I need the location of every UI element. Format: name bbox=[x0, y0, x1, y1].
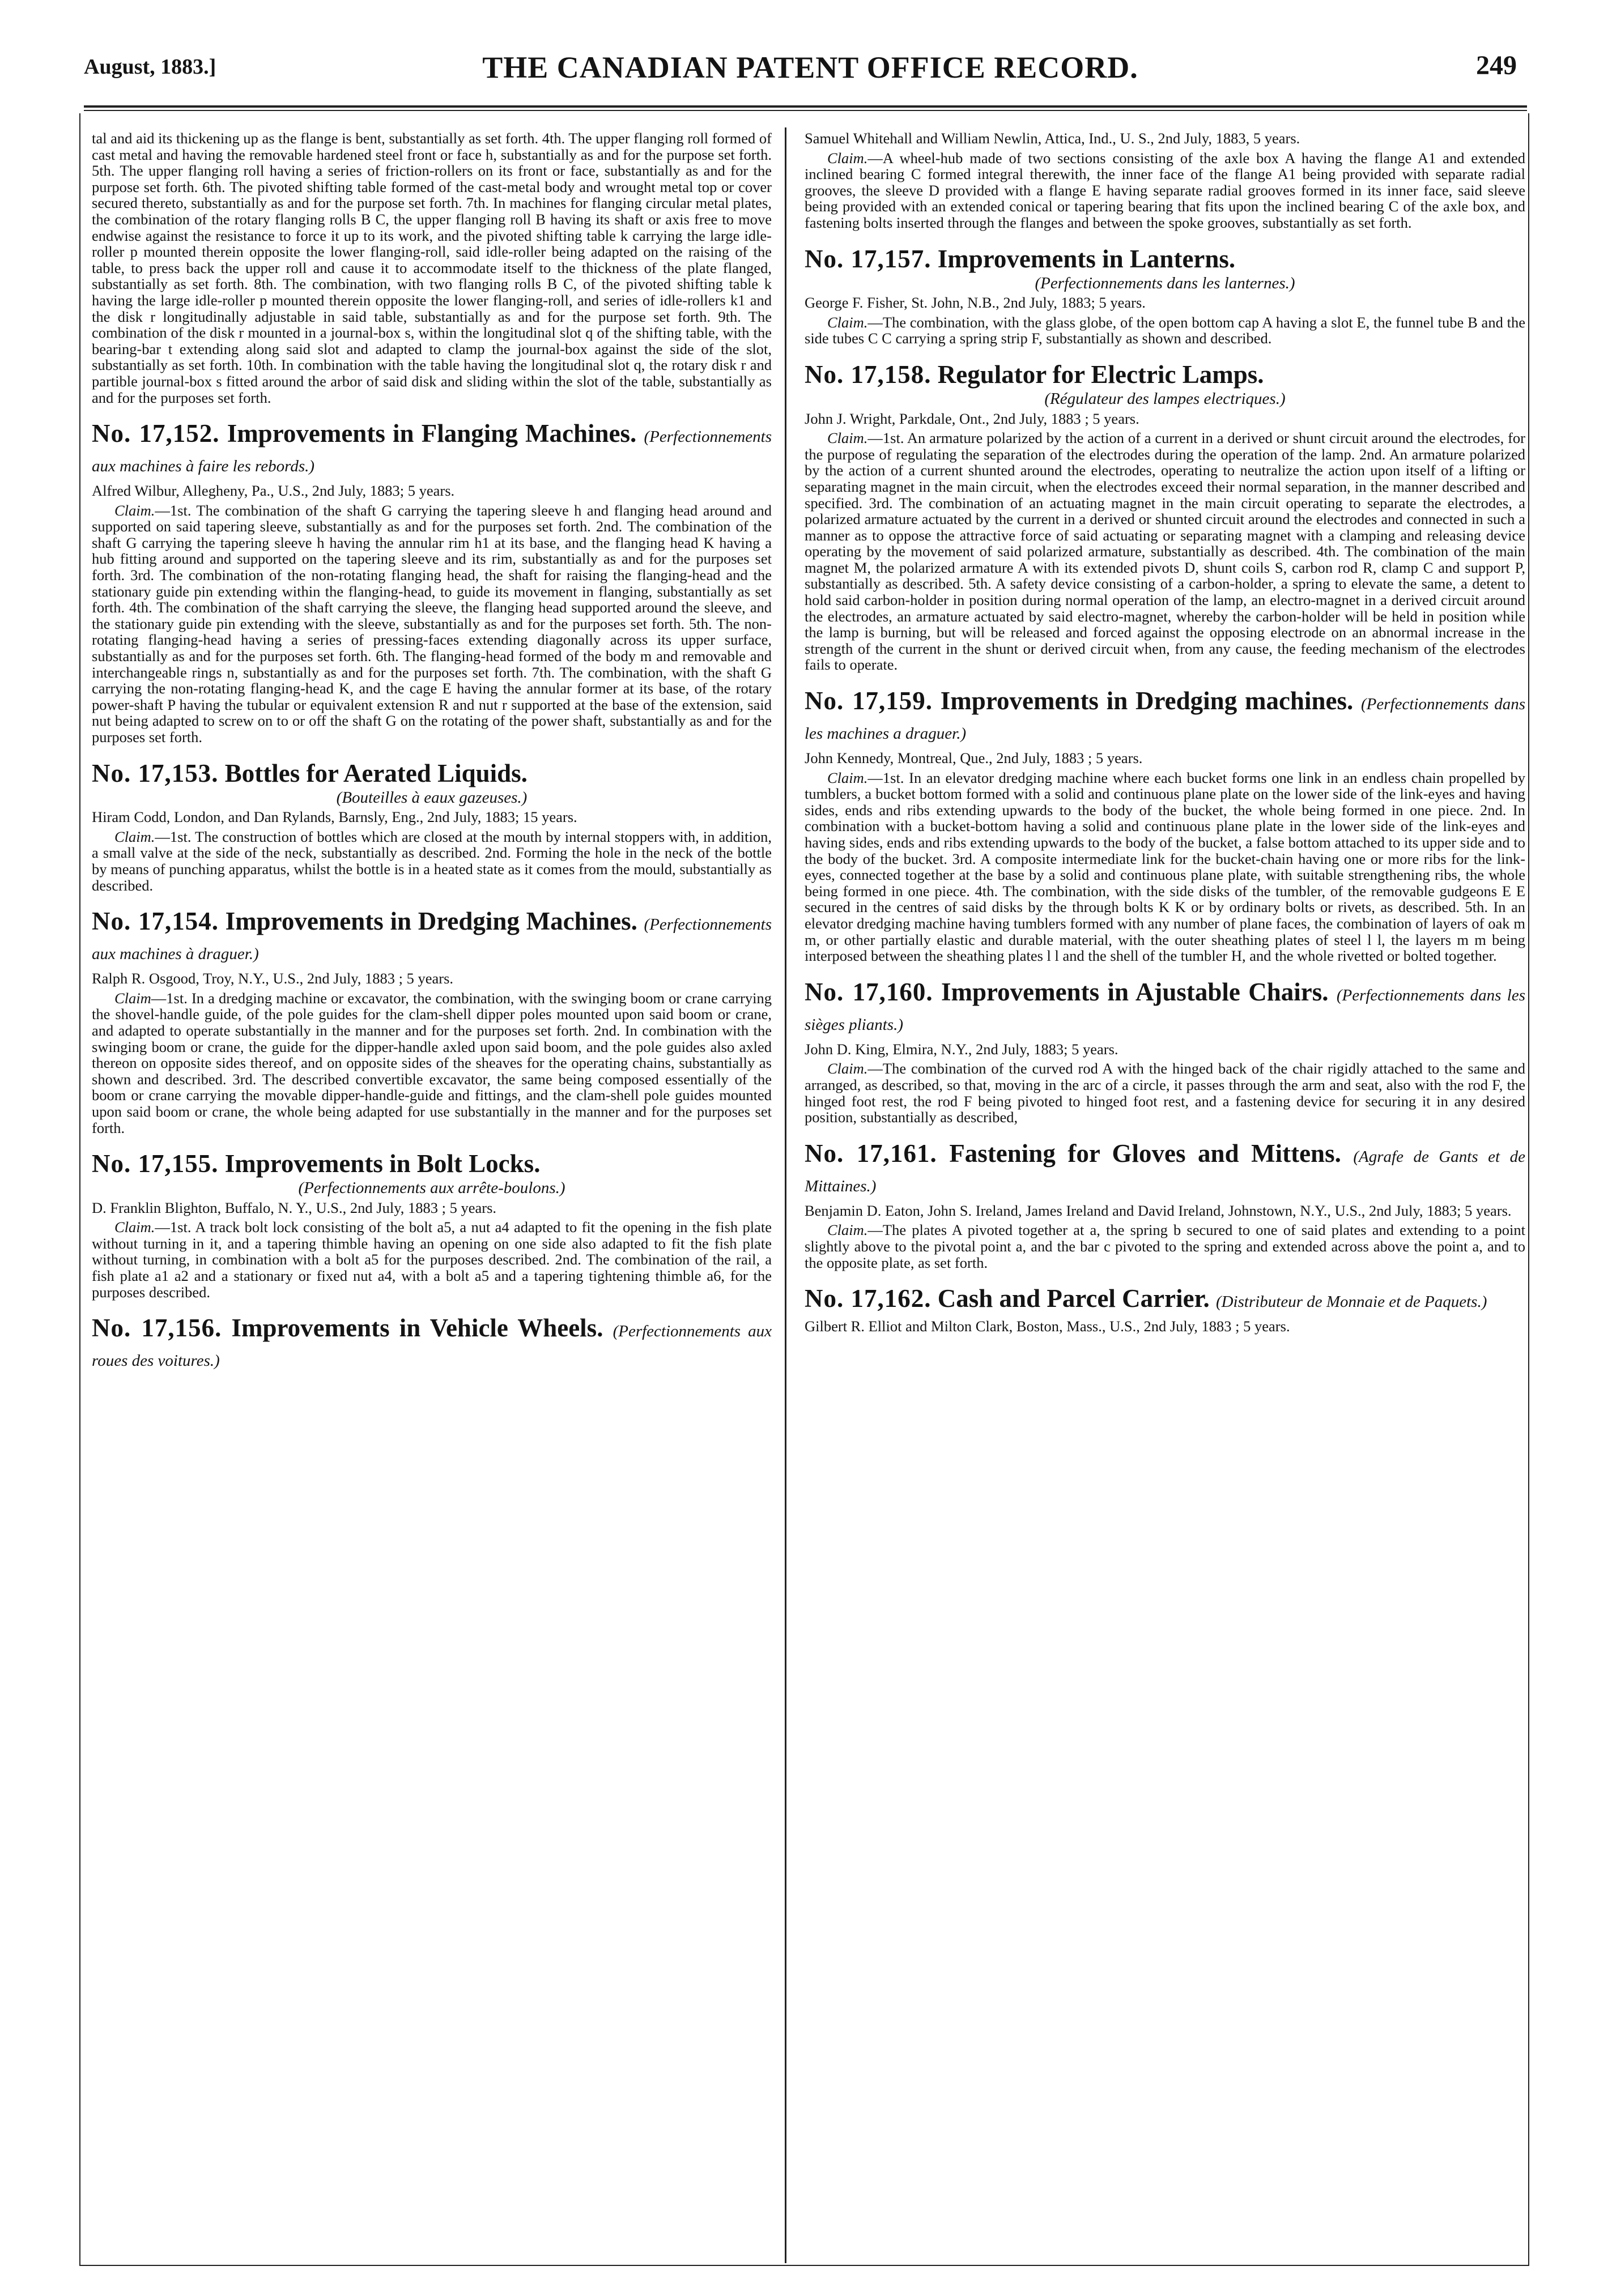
patent-number: No. 17,162. bbox=[805, 1284, 932, 1313]
patent-number: No. 17,154. bbox=[92, 907, 219, 936]
claim-label: Claim. bbox=[827, 1060, 868, 1077]
patent-title: Fastening for Gloves and Mittens. bbox=[949, 1139, 1341, 1168]
patent-title: Improvements in Flanging Machines. bbox=[227, 419, 637, 448]
patent-heading bbox=[805, 361, 1525, 387]
patent-claim bbox=[92, 1219, 772, 1300]
claim-text: —A wheel-hub made of two sections consisting of the axle box A having the flange A1 and extended inclined bearing C formed integral therewith, the inner face of the flange A1 being provided with separate radial grooves, the sleeve D provided with a flange E having separate radial grooves formed in its inner face, said sleeve being provided with an extended conical or tapering bearing that fits upon the inclined bearing C of the axle box, and fastening bolts inserted through the flanges and between the spoke grooves, substantially as set forth. bbox=[805, 149, 1525, 231]
patent-french-title: (Perfectionnements aux machines à faire les rebords.) bbox=[92, 428, 772, 476]
patent-heading bbox=[805, 246, 1525, 272]
claim-label: Claim. bbox=[827, 429, 868, 447]
claim-text: —1st. The combination of the shaft G carrying the tapering sleeve h and flanging head around and supported on said tapering sleeve, substantially as and for the purposes set forth. 2nd. The combination of the shaft G carrying the tapering sleeve h having the annular rim h1 at its base, and the flanging head K having a hub fitting around and supported on the tapering sleeve and its rim, substantially as and for the purposes set forth. 3rd. The combination of the non-rotating flanging head, the shaft for raising the flanging-head and the stationary guide pin extending within the flanging-head, to guide its movement in flanging, substantially as set forth. 4th. The combination of the shaft carrying the sleeve, the flanging head supported around the sleeve, and the stationary guide pin extending with the sleeve, substantially as and for the purposes set forth. 5th. The non-rotating flanging-head having a series of pressing-faces extending diagonally across its upper surface, substantially as and for the purposes set forth. 6th. The flanging-head formed of the body m and removable and interchangeable rings n, substantially as and for the purposes set forth. 7th. The combination, with the shaft G carrying the non-rotating flanging-head K, and the cage E having the annular former at its base, of the rotary power-shaft P having the tubular or equivalent extension R and nut r supported at the base of the extension, said nut being adapted to screw on to or off the shaft G on the rotating of the power shaft, substantially as and for the purposes set forth. bbox=[92, 501, 772, 746]
patent-french-title: (Perfectionnements dans les lanternes.) bbox=[1035, 274, 1295, 292]
patent-claim bbox=[805, 314, 1525, 347]
continued-byline: Samuel Whitehall and William Newlin, Attica, Ind., U. S., 2nd July, 1883, 5 years. bbox=[805, 130, 1300, 147]
patent-entry bbox=[92, 420, 772, 746]
patent-number: No. 17,153. bbox=[92, 759, 219, 787]
patent-heading bbox=[92, 420, 772, 479]
column-divider bbox=[785, 127, 786, 2263]
patent-title: Improvements in Dredging machines. bbox=[940, 687, 1354, 715]
claim-label: Claim. bbox=[827, 1221, 868, 1239]
patent-heading bbox=[805, 688, 1525, 747]
patent-entry bbox=[92, 1151, 772, 1300]
header-rule bbox=[84, 105, 1527, 108]
left-column bbox=[92, 130, 772, 2260]
patent-byline: Benjamin D. Eaton, John S. Ireland, James Ireland and David Ireland, Johnstown, N.Y., U.S., 2nd July, 1883; 5 years. bbox=[805, 1202, 1512, 1219]
patent-title: Bottles for Aerated Liquids. bbox=[224, 759, 528, 787]
patent-french-title: (Perfectionnements aux machines à draguer.) bbox=[92, 915, 772, 964]
patent-entry bbox=[92, 1315, 772, 1374]
patent-claim bbox=[805, 430, 1525, 673]
claim-text: —1st. In an elevator dredging machine where each bucket forms one link in an endless chain propelled by tumblers, a bucket bottom formed with a solid and continuous plane plate on the lower side of the link-eyes and having sides, ends and ribs extending upwards to the body of the bucket, the whole being formed in one piece. 2nd. In combination with a bucket-bottom having a solid and continuous plane plate in the lower side of the link-eyes and having sides, ends and ribs extending upwards to the body of the bucket, a false bottom attached to its upper side and to the body of the bucket. 3rd. A composite intermediate link for the bucket-chain having one or more ribs for the link-eyes, connected together at the base by a solid and continuous plane plate, with suitable strengthening ribs, the whole being formed in one piece. 4th. The combination, with the side disks of the tumbler, of the removable gudgeons E E secured in the centres of said disks by the through bolts K K or by ordinary bolts or rivets, as described. 5th. In an elevator dredging machine having tumblers formed with any number of plane faces, the combination of layers of oak m m, or other partially elastic and durable material, with the outer sheathing plates of steel l l, the layers m m being interposed between the sheathing plates l l and the shell of the tumbler H, and the whole rivetted or bolted together. bbox=[805, 769, 1525, 965]
patent-claim bbox=[805, 1060, 1525, 1125]
header-rule-thin bbox=[84, 110, 1527, 111]
issue-date: August, 1883.] bbox=[84, 55, 216, 79]
claim-label: Claim bbox=[114, 989, 151, 1007]
patent-claim bbox=[92, 829, 772, 893]
patent-entry bbox=[805, 361, 1525, 673]
patent-claim bbox=[805, 1222, 1525, 1271]
claim-text: —1st. A track bolt lock consisting of the bolt a5, a nut a4 adapted to fit the opening in the fish plate without turning in it, and a tapering thimble having an opening on one side also adapted to fit the fish plate without turning, in combination with a bolt a5 for the purposes described. 2nd. The combination of the rail, a fish plate a1 a2 and a stationary or fixed nut a4, with a bolt a5 and a tapering tightening thimble a6, for the purposes described. bbox=[92, 1219, 772, 1301]
patent-number: No. 17,158. bbox=[805, 360, 932, 389]
patent-heading bbox=[92, 1151, 772, 1177]
patent-entry bbox=[805, 1285, 1525, 1335]
patent-number: No. 17,155. bbox=[92, 1149, 219, 1178]
page-border-right bbox=[1528, 113, 1529, 2266]
patent-entry bbox=[805, 688, 1525, 964]
patent-byline: George F. Fisher, St. John, N.B., 2nd July, 1883; 5 years. bbox=[805, 294, 1146, 312]
patent-title: Improvements in Vehicle Wheels. bbox=[231, 1314, 603, 1343]
claim-text: —The combination, with the glass globe, of the open bottom cap A having a slot E, the funnel tube B and the side tubes C C carrying a spring strip F, substantially as shown and described. bbox=[805, 313, 1525, 347]
patent-byline: D. Franklin Blighton, Buffalo, N. Y., U.S., 2nd July, 1883 ; 5 years. bbox=[92, 1199, 497, 1216]
patent-claim bbox=[92, 990, 772, 1136]
patent-title: Improvements in Dredging Machines. bbox=[225, 907, 637, 936]
claim-text: —The combination of the curved rod A with the hinged back of the chair rigidly attached to the same and arranged, as described, so that, moving in the arc of a circle, it passes through the arm and seat, also with the rod F, the hinged foot rest, the rod F being pivoted to hinged foot rest, and a fastening device for securing it in any desired position, substantially as described, bbox=[805, 1060, 1525, 1126]
claim-label: Claim. bbox=[114, 501, 155, 519]
patent-claim bbox=[92, 502, 772, 746]
patent-byline: John D. King, Elmira, N.Y., 2nd July, 1883; 5 years. bbox=[805, 1040, 1118, 1058]
patent-french-title: (Perfectionnements aux roues des voitures.) bbox=[92, 1322, 772, 1370]
patent-number: No. 17,161. bbox=[805, 1139, 937, 1168]
page-border-left bbox=[79, 113, 80, 2266]
claim-label: Claim. bbox=[114, 828, 155, 845]
patent-entry bbox=[805, 1140, 1525, 1271]
patent-entry bbox=[92, 908, 772, 1136]
patent-title: Improvements in Ajustable Chairs. bbox=[941, 977, 1329, 1006]
continued-claim-text: tal and aid its thickening up as the flange is bent, substantially as set forth. 4th. The upper flanging roll formed of cast metal and having the removable hardened steel front or face h, substantially as and for the purpose set forth. 5th. The upper flanging roll having a series of friction-rollers on its front or face, substantially as and for the purpose set forth. 6th. The pivoted shifting table formed of the cast-metal body and wrought metal top or cover secured thereto, substantially as and for the purpose set forth. 7th. In machines for flanging circular metal plates, the combination of the rotary flanging rolls B C, the upper flanging roll B having its shaft or axis free to move endwise against the resistance to force it up to its work, and the pivoted shifting table k carrying the large idle-roller p mounted therein opposite the lower flanging-roll, said idle-roller being adapted on the raising of the table, to press back the upper roll and cause it to accommodate itself to the thickness of the plate flanged, substantially as set forth. 8th. The combination, with two flanging rolls B C, of the pivoted shifting table k having the large idle-roller p mounted therein opposite the lower flanging-roll, and series of idle-rollers k1 and the disk r longitudinally adjustable in said table, substantially as and for the purpose set forth. 9th. The combination of the disk r mounted in a journal-box s, within the longitudinal slot q of the shifting table, with the bearing-bar t extending along said slot and adapted to clamp the journal-box against the side of the slot, substantially as set forth. 10th. In combination with the table having the longitudinal slot q, the rotary disk r and partible journal-box s fitted around the arbor of said disk and sliding within the slot of the table, substantially as and for the purposes set forth. bbox=[92, 130, 772, 406]
patent-heading bbox=[805, 979, 1525, 1038]
claim-label: Claim. bbox=[827, 769, 868, 786]
claim-text: —The plates A pivoted together at a, the spring b secured to one of said plates and extending to a point slightly above to the pivotal point a, and the bar c pivoted to the spring and extended across above the point a, and to the opposite plate, as set forth. bbox=[805, 1221, 1525, 1271]
patent-heading bbox=[92, 1315, 772, 1374]
patent-number: No. 17,156. bbox=[92, 1314, 222, 1343]
patent-french-title: (Régulateur des lampes electriques.) bbox=[1044, 389, 1286, 408]
claim-text: —1st. In a dredging machine or excavator, the combination, with the swinging boom or crane carrying the shovel-handle guide, of the pole guides for the clam-shell dipper poles mounted upon said boom or crane, and adapted to operate substantially in the manner and for the purposes set forth. 2nd. In combination with the swinging boom or crane, the guide for the dipper-handle axled upon said boom, and the pole guides also axled thereon on opposite sides thereof, and on opposite sides of the sheaves for the operating chains, substantially as shown and described. 3rd. The described convertible excavator, the same being composed essentially of the boom or crane carrying the movable dipper-handle-guide and fittings, and the clam-shell pole guides mounted upon said boom or crane, the whole being adapted for use substantially in the manner and for the purposes set forth. bbox=[92, 989, 772, 1136]
patent-byline: Gilbert R. Elliot and Milton Clark, Boston, Mass., U.S., 2nd July, 1883 ; 5 years. bbox=[805, 1318, 1290, 1335]
patent-heading bbox=[805, 1285, 1525, 1315]
claim-label: Claim. bbox=[827, 313, 868, 331]
patent-french-title: (Bouteilles à eaux gazeuses.) bbox=[336, 788, 528, 807]
patent-number: No. 17,152. bbox=[92, 419, 220, 448]
patent-entry bbox=[92, 760, 772, 894]
patent-number: No. 17,157. bbox=[805, 244, 932, 273]
patent-french-title: (Perfectionnements aux arrête-boulons.) bbox=[298, 1179, 565, 1198]
patent-heading bbox=[805, 1140, 1525, 1199]
patent-number: No. 17,159. bbox=[805, 687, 933, 715]
patent-byline: John J. Wright, Parkdale, Ont., 2nd July, 1883 ; 5 years. bbox=[805, 410, 1139, 427]
continued-claim bbox=[805, 150, 1525, 231]
patent-heading bbox=[92, 760, 772, 786]
patent-entry bbox=[805, 246, 1525, 347]
patent-heading bbox=[92, 908, 772, 967]
patent-title: Cash and Parcel Carrier. bbox=[937, 1284, 1210, 1313]
publication-title: THE CANADIAN PATENT OFFICE RECORD. bbox=[482, 50, 1138, 84]
claim-text: —1st. An armature polarized by the action of a current in a derived or shunt circuit around the electrodes, for the purpose of regulating the separation of the electrodes during the operation of the lamp. 2nd. An armature polarized by the action of a current shunted around the electrodes, operating to neutralize the action upon itself of a lifting or separating magnet in the main circuit, when the electrodes exceed their normal separation, in the manner described and specified. 3rd. The combination of an actuating magnet in the main circuit operating to separate the electrodes, a polarized armature actuated by the current in a derived or shunted circuit around the electrodes and connected in such a manner as to oppose the attractive force of said actuating or separating magnet with a clamping and releasing device operating by the movement of said polarized armature, substantially as described. 4th. The combination of the main magnet M, the polarized armature A with its extended pivots D, shunt coils S, carbon rod R, clamp C and support P, substantially as described. 5th. A safety device consisting of a carbon-holder, a spring to elevate the same, a detent to hold said carbon-holder in position during normal operation of the lamp, an electro-magnet in a derived circuit around the electrodes, an armature actuated by said electro-magnet, whereby the carbon-holder will be held in position while the lamp is burning, but will be released and forced against the opposing electrode on an abnormal increase in the strength of the current in the shunt or derived circuit when, from any cause, the feeding mechanism of the electrodes fails to operate. bbox=[805, 429, 1525, 674]
claim-text: —1st. The construction of bottles which are closed at the mouth by internal stoppers with, in addition, a small valve at the side of the neck, substantially as described. 2nd. Forming the hole in the neck of the bottle by means of punching apparatus, whilst the bottle is in a heated state as it comes from the mould, substantially as described. bbox=[92, 828, 772, 894]
patent-byline: John Kennedy, Montreal, Que., 2nd July, 1883 ; 5 years. bbox=[805, 749, 1143, 767]
right-column bbox=[805, 130, 1525, 2260]
patent-entry bbox=[805, 979, 1525, 1126]
patent-title: Improvements in Bolt Locks. bbox=[224, 1149, 541, 1178]
page-border-bottom bbox=[79, 2265, 1529, 2266]
claim-label: Claim. bbox=[827, 149, 868, 167]
claim-label: Claim. bbox=[114, 1219, 155, 1236]
patent-byline: Alfred Wilbur, Allegheny, Pa., U.S., 2nd July, 1883; 5 years. bbox=[92, 482, 455, 500]
patent-claim bbox=[805, 770, 1525, 964]
page-number: 249 bbox=[1476, 50, 1517, 80]
patent-french-title: (Agrafe de Gants et de Mittaines.) bbox=[805, 1147, 1525, 1195]
patent-french-title: (Perfectionnements dans les sièges pliants.) bbox=[805, 986, 1525, 1034]
patent-french-title: (Perfectionnements dans les machines a draguer.) bbox=[805, 695, 1525, 743]
patent-number: No. 17,160. bbox=[805, 977, 933, 1006]
patent-title: Regulator for Electric Lamps. bbox=[937, 360, 1264, 389]
patent-french-title: (Distributeur de Monnaie et de Paquets.) bbox=[1215, 1293, 1487, 1311]
patent-byline: Ralph R. Osgood, Troy, N.Y., U.S., 2nd July, 1883 ; 5 years. bbox=[92, 970, 454, 987]
patent-byline: Hiram Codd, London, and Dan Rylands, Barnsly, Eng., 2nd July, 1883; 15 years. bbox=[92, 808, 577, 826]
patent-title: Improvements in Lanterns. bbox=[937, 244, 1236, 273]
